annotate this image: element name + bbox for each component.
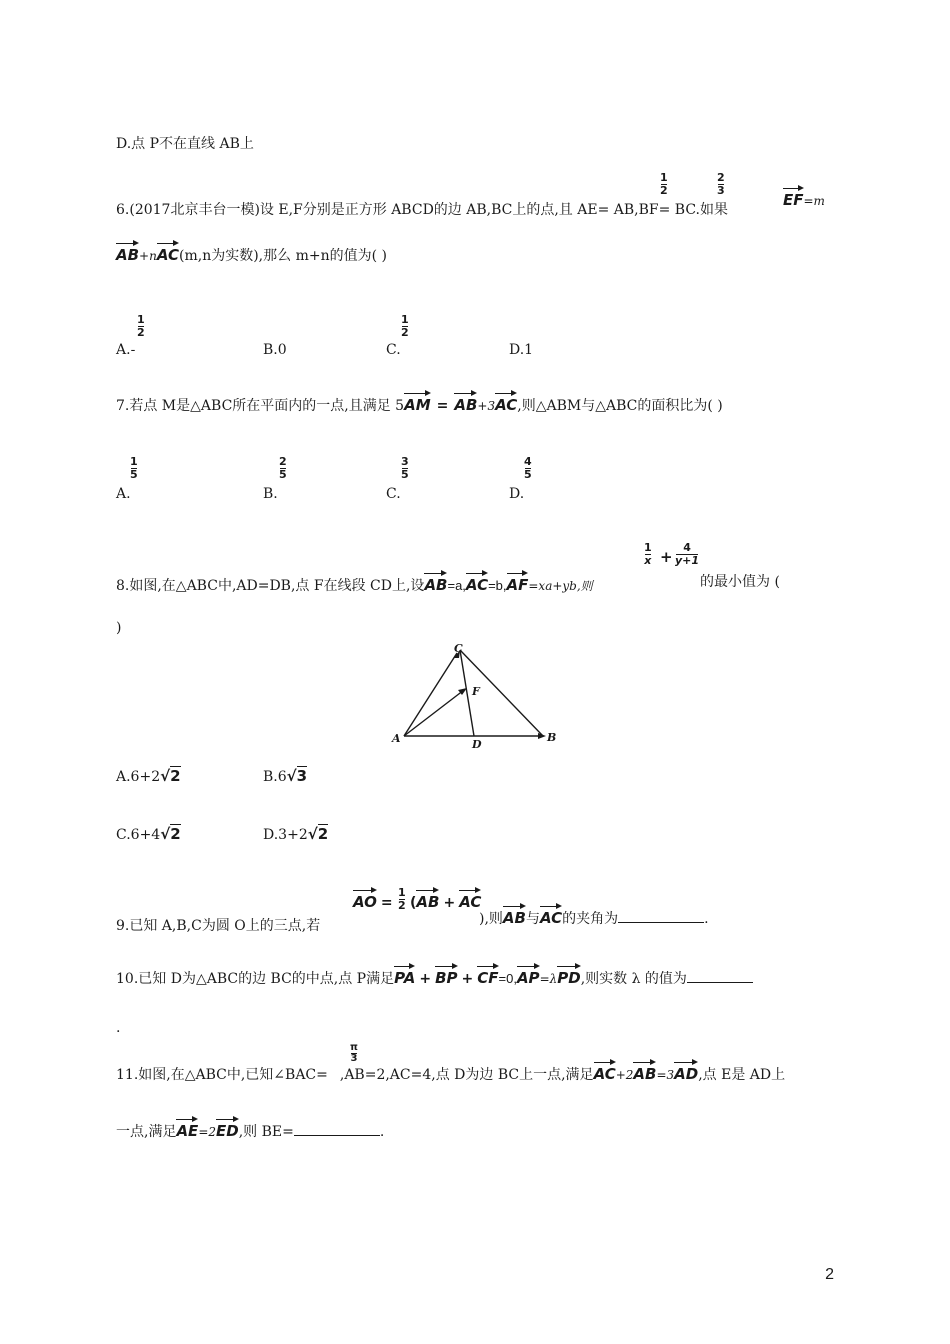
vec-ab: AB	[116, 241, 139, 264]
q6-vec-ef: EF=m	[783, 186, 825, 209]
q8-option-a: A.6+2√2	[116, 767, 181, 785]
page-number: 2	[825, 1266, 834, 1283]
segment-af	[404, 690, 464, 736]
q8-triangle-figure	[388, 640, 558, 752]
q11-stem-line1: 11.如图,在△ABC中,已知∠BAC= ,AB=2,AC=4,点 D为边 BC上一点,满足AC+2AB=3AD,点 E是 AD上	[116, 1060, 785, 1084]
segment-ac	[404, 653, 457, 736]
q7-option-b-frac: 2 5	[279, 455, 287, 481]
q8-plus: +	[660, 548, 673, 566]
vec-ac: AC	[157, 241, 179, 264]
label-b: B	[547, 731, 557, 744]
label-c: C	[454, 642, 463, 655]
q10-answer-blank[interactable]	[687, 982, 753, 983]
q6-stem-line2: AB+nAC(m,n为实数),那么 m+n的值为( )	[116, 241, 387, 265]
q9-stem-tail: ),则AB与AC的夹角为 .	[479, 904, 709, 928]
q9-answer-blank[interactable]	[618, 922, 704, 923]
q8-stem: 8.如图,在△ABC中,AD=DB,点 F在线段 CD上,设AB=a,AC=b,AF=xa+yb,则	[116, 571, 593, 595]
q7-option-a-frac: 1 5	[130, 455, 138, 481]
q6-option-a-frac: 1 2	[137, 313, 145, 339]
q7-stem: 7.若点 M是△ABC所在平面内的一点,且满足 5AM = AB+3AC,则△ABM与△ABC的面积比为( )	[116, 391, 723, 415]
arrow-ab-head	[538, 733, 546, 739]
q9-formula: AO =	[353, 888, 397, 911]
q8-option-b: B.6√3	[263, 767, 308, 785]
q6-frac-ae: 1 2	[660, 171, 668, 197]
q6-frac-bf: 2 3	[717, 171, 725, 197]
q8-option-d: D.3+2√2	[263, 825, 329, 843]
label-d: D	[472, 738, 482, 751]
q6-option-a: A.-	[116, 342, 136, 358]
q5-option-d: D.点 P不在直线 AB上	[116, 136, 254, 152]
q11-stem-line2: 一点,满足AE=2ED,则 BE= .	[116, 1117, 384, 1141]
q6-option-b: B.0	[263, 342, 287, 358]
q8-paren-close: )	[116, 620, 122, 636]
label-f: F	[472, 685, 480, 698]
q8-frac-4y: 4 y+1	[675, 541, 700, 567]
q7-option-c-frac: 3 5	[401, 455, 409, 481]
q10-stem: 10.已知 D为△ABC的边 BC的中点,点 P满足PA + BP + CF=0,AP=λPD,则实数 λ 的值为	[116, 964, 753, 988]
q8-option-c: C.6+4√2	[116, 825, 181, 843]
q6-stem-line1: 6.(2017北京丰台一模)设 E,F分别是正方形 ABCD的边 AB,BC上的点,且 AE= AB,BF= BC.如果	[116, 202, 728, 218]
q8-frac-1x: 1 x	[644, 541, 652, 567]
q10-end: .	[116, 1020, 121, 1036]
q6-option-c-frac: 1 2	[401, 313, 409, 339]
q7-option-d-frac: 4 5	[524, 455, 532, 481]
q8-stem-tail: 的最小值为 (	[700, 574, 780, 590]
q11-answer-blank[interactable]	[294, 1135, 380, 1136]
q7-option-b: B.	[263, 486, 278, 502]
q7-option-c: C.	[386, 486, 401, 502]
q9-frac-half: 1 2	[398, 886, 406, 912]
q7-option-a: A.	[116, 486, 131, 502]
q9-stem: 9.已知 A,B,C为圆 O上的三点,若	[116, 918, 321, 934]
q9-formula-sum: (AB + AC	[410, 888, 481, 911]
q11-frac-pi3: π 3	[350, 1042, 358, 1064]
q6-option-c: C.	[386, 342, 401, 358]
q7-option-d: D.	[509, 486, 525, 502]
q6-option-d: D.1	[509, 342, 534, 358]
label-a: A	[392, 732, 401, 745]
